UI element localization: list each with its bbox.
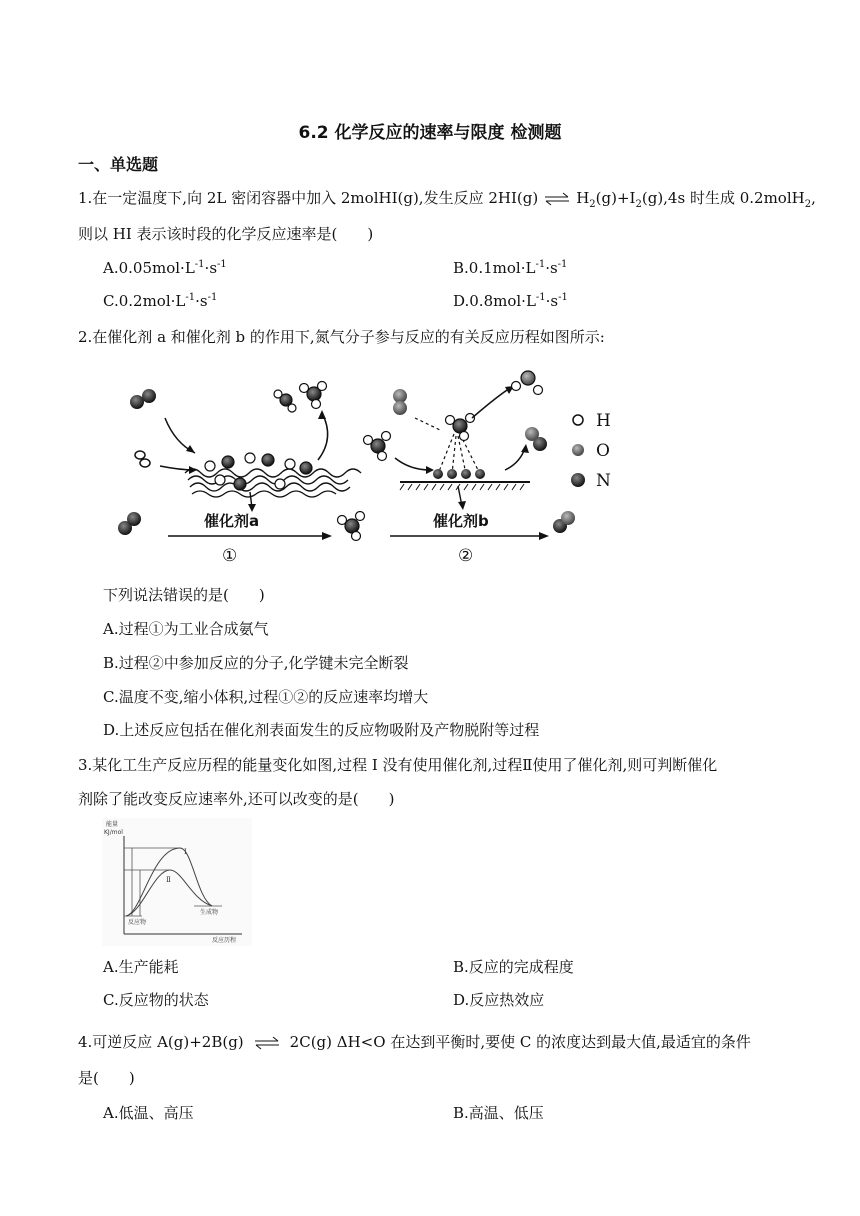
q4-option-b[interactable]: B.高温、低压 bbox=[453, 1104, 544, 1122]
n2-molecule-2 bbox=[118, 512, 141, 535]
q1-sub-b: 2 bbox=[635, 199, 642, 210]
option-letter: B. bbox=[453, 259, 469, 277]
legend-o: O bbox=[596, 441, 610, 461]
q1-line1 bbox=[78, 188, 816, 208]
option-sup: -1 bbox=[557, 259, 568, 270]
q1-text-b: H bbox=[576, 189, 590, 207]
catalyst-a-label: 催化剂a bbox=[204, 512, 260, 530]
equilibrium-arrow-icon bbox=[254, 1036, 280, 1050]
q2-option-c[interactable]: C.温度不变,缩小体积,过程①②的反应速率均增大 bbox=[103, 688, 429, 706]
option-sup: -1 bbox=[217, 259, 227, 270]
y-label-2: KJ/mol bbox=[104, 829, 123, 836]
h2-molecule bbox=[135, 451, 150, 467]
energy-diagram bbox=[102, 818, 252, 946]
page-title: 6.2 化学反应的速率与限度 检测题 bbox=[298, 123, 562, 143]
q3-option-c[interactable]: C.反应物的状态 bbox=[103, 991, 209, 1009]
q2-stem: 2.在催化剂 a 和催化剂 b 的作用下,氮气分子参与反应的有关反应历程如图所示: bbox=[78, 328, 605, 346]
option-sup: -1 bbox=[535, 259, 546, 270]
option-sup: -1 bbox=[558, 292, 568, 303]
q1-option-b[interactable] bbox=[453, 258, 567, 278]
q2-option-b[interactable]: B.过程②中参加反应的分子,化学键未完全断裂 bbox=[103, 654, 409, 672]
q2-option-d[interactable]: D.上述反应包括在催化剂表面发生的反应物吸附及产物脱附等过程 bbox=[103, 721, 540, 739]
catalysis-diagram bbox=[100, 358, 640, 570]
nh3-molecule-b bbox=[364, 432, 391, 461]
q1-sub-a: 2 bbox=[589, 199, 596, 210]
q2-ask: 下列说法错误的是( ) bbox=[103, 586, 265, 604]
q3-energy-figure bbox=[102, 818, 252, 946]
option-value: 0.2mol·L bbox=[118, 292, 186, 310]
option-letter: C. bbox=[103, 292, 119, 310]
q3-option-d[interactable]: D.反应热效应 bbox=[453, 991, 545, 1009]
option-value: 0.05mol·L bbox=[118, 259, 195, 277]
option-sup: -1 bbox=[194, 259, 205, 270]
catalyst-a-surface bbox=[185, 469, 361, 497]
q4-text-b: 2C(g) ΔH<O 在达到平衡时,要使 C 的浓度达到最大值,最适宜的条件 bbox=[289, 1033, 751, 1051]
q4-line2: 是( ) bbox=[78, 1069, 135, 1087]
q1-sub-c: 2 bbox=[804, 199, 812, 210]
q4-option-a[interactable]: A.低温、高压 bbox=[103, 1104, 194, 1122]
nh3-molecule-a bbox=[274, 382, 327, 413]
option-sup: -1 bbox=[207, 292, 218, 303]
option-sup: -1 bbox=[535, 292, 546, 303]
y-label-1: 能量 bbox=[106, 821, 119, 828]
reactant-label: 反应物 bbox=[128, 919, 147, 926]
q1-option-a[interactable] bbox=[103, 258, 227, 278]
x-label: 反应历程 bbox=[212, 937, 237, 944]
section-heading: 一、单选题 bbox=[78, 155, 159, 174]
catalyst-b-label: 催化剂b bbox=[433, 512, 489, 530]
curve-1-label: Ⅰ bbox=[184, 848, 187, 856]
legend bbox=[571, 411, 611, 491]
option-sup: -1 bbox=[185, 292, 196, 303]
option-unit: ·s bbox=[545, 259, 558, 277]
no-molecule bbox=[525, 427, 547, 451]
q1-option-c[interactable] bbox=[103, 291, 217, 311]
no-molecule-product bbox=[553, 511, 575, 533]
q1-text-e: , bbox=[811, 189, 816, 207]
q3-option-a[interactable]: A.生产能耗 bbox=[103, 958, 179, 976]
catalyst-b-surface bbox=[400, 469, 530, 490]
q4-line1 bbox=[78, 1032, 751, 1052]
option-letter: A. bbox=[103, 259, 119, 277]
q2-reaction-figure bbox=[100, 358, 640, 570]
n2-molecule bbox=[130, 389, 156, 409]
nh3-adsorbed-b bbox=[446, 414, 475, 441]
legend-h: H bbox=[596, 411, 611, 431]
q1-text-c: (g)+I bbox=[595, 189, 636, 207]
step2-label: ② bbox=[458, 546, 474, 566]
step1-label: ① bbox=[222, 546, 238, 566]
q3-line1: 3.某化工生产反应历程的能量变化如图,过程 I 没有使用催化剂,过程Ⅱ使用了催化剂,则可判断催化 bbox=[78, 756, 718, 774]
q3-option-b[interactable]: B.反应的完成程度 bbox=[453, 958, 574, 976]
q1-text-a: 1.在一定温度下,向 2L 密闭容器中加入 2molHI(g),发生反应 2HI(g) bbox=[78, 189, 539, 207]
h2o-molecule bbox=[512, 371, 543, 395]
option-unit: ·s bbox=[545, 292, 559, 310]
legend-n: N bbox=[596, 471, 611, 491]
q4-text-a: 4.可逆反应 A(g)+2B(g) bbox=[78, 1033, 244, 1051]
nh3-molecule-mid bbox=[338, 512, 365, 541]
option-unit: ·s bbox=[204, 259, 218, 277]
q1-option-d[interactable] bbox=[453, 291, 568, 311]
curve-2-label: Ⅱ bbox=[166, 876, 171, 884]
option-unit: ·s bbox=[195, 292, 208, 310]
option-letter: D. bbox=[453, 292, 470, 310]
equilibrium-arrow-icon bbox=[544, 192, 570, 206]
q3-line2: 剂除了能改变反应速率外,还可以改变的是( ) bbox=[78, 790, 395, 808]
product-label: 生成物 bbox=[200, 909, 219, 916]
q1-line2: 则以 HI 表示该时段的化学反应速率是( ) bbox=[78, 225, 374, 243]
o2-molecule bbox=[393, 389, 407, 415]
q2-option-a[interactable]: A.过程①为工业合成氨气 bbox=[103, 620, 269, 638]
option-value: 0.8mol·L bbox=[469, 292, 536, 310]
option-value: 0.1mol·L bbox=[468, 259, 536, 277]
q1-text-d: (g),4s 时生成 0.2molH bbox=[641, 189, 805, 207]
